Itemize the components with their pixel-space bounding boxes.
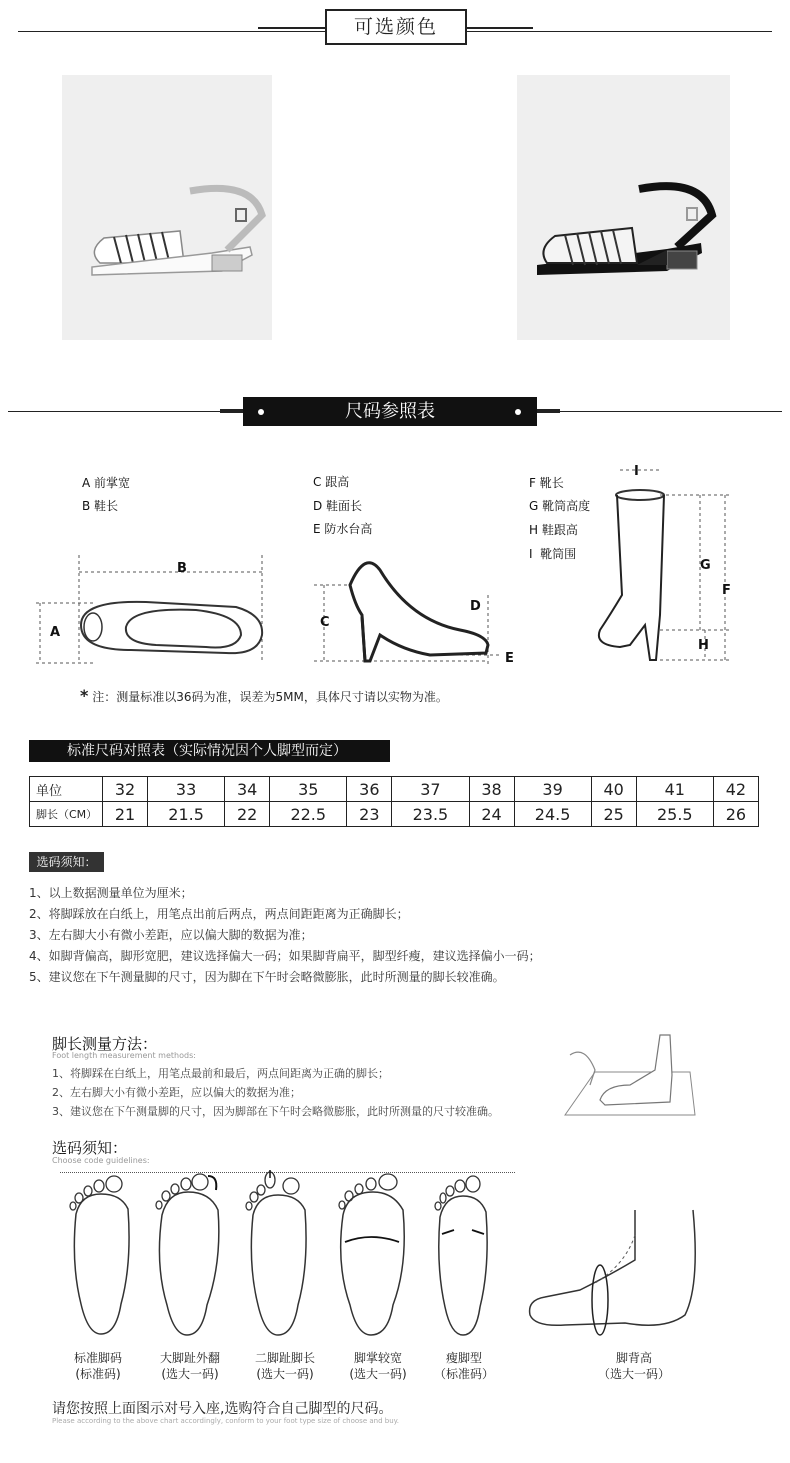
size-cell: 33 bbox=[148, 777, 225, 802]
label-b-shoe-length: B 鞋长 bbox=[82, 499, 119, 513]
foot-type-label bbox=[140, 1350, 240, 1382]
length-cell: 22.5 bbox=[270, 802, 347, 827]
length-cell: 25 bbox=[591, 802, 636, 827]
foot-type-advice: （标准码） bbox=[433, 1367, 494, 1381]
foot-bunion-icon bbox=[150, 1170, 230, 1340]
label-e-platform-height: E 防水台高 bbox=[313, 522, 373, 536]
foot-type-name: 脚掌较宽 bbox=[353, 1351, 402, 1365]
guide-item: 2、将脚踩放在白纸上，用笔点出前后两点，两点间距距离为正确脚长； bbox=[29, 907, 409, 921]
label-d-upper-length: D 鞋面长 bbox=[313, 499, 363, 513]
length-cell: 24 bbox=[469, 802, 514, 827]
guide-item: 1、以上数据测量单位为厘米； bbox=[29, 886, 193, 900]
size-cell: 42 bbox=[713, 777, 758, 802]
dim-letter-h: H bbox=[698, 638, 709, 653]
label-c-heel-height: C 跟高 bbox=[313, 475, 350, 489]
length-cell: 24.5 bbox=[514, 802, 591, 827]
foot-type-name: 脚背高 bbox=[615, 1351, 652, 1365]
dim-letter-i: I bbox=[634, 464, 639, 479]
foot-second-toe-icon bbox=[243, 1170, 313, 1340]
label-a-forefoot-width: A 前掌宽 bbox=[82, 476, 131, 490]
foot-type-label bbox=[328, 1350, 428, 1382]
measurement-note bbox=[80, 686, 448, 705]
colors-divider-left bbox=[18, 31, 325, 32]
dim-letter-f: F bbox=[722, 583, 731, 598]
foot-type-label bbox=[48, 1350, 148, 1382]
foot-wide-icon bbox=[333, 1170, 413, 1340]
label-i-shaft-circumference: I 靴筒围 bbox=[529, 547, 577, 561]
guide-item: 4、如脚背偏高，脚形宽肥，建议选择偏大一码；如果脚背扁平，脚型纤瘦，建议选择偏小一码； bbox=[29, 949, 541, 963]
bullet-dot-right bbox=[515, 409, 521, 415]
foot-type-name: 大脚趾外翻 bbox=[159, 1351, 220, 1365]
size-divider-right bbox=[537, 411, 782, 412]
size-row-label: 单位 bbox=[30, 777, 103, 802]
measure-item: 2、左右脚大小有微小差距，应以偏大的数据为准； bbox=[52, 1086, 301, 1099]
dim-letter-e: E bbox=[505, 651, 514, 666]
note-text: 注：测量标准以36码为准，误差为5MM，具体尺寸请以实物为准。 bbox=[92, 690, 448, 704]
dim-letter-c: C bbox=[320, 615, 330, 630]
length-cell: 21 bbox=[103, 802, 148, 827]
size-cell: 40 bbox=[591, 777, 636, 802]
size-table-title: 标准尺码对照表（实际情况因个人脚型而定） bbox=[29, 740, 390, 762]
guide-item: 5、建议您在下午测量脚的尺寸，因为脚在下午时会略微膨胀，此时所测量的脚长较准确。 bbox=[29, 970, 505, 984]
foot-on-paper-illustration bbox=[560, 1030, 700, 1120]
product-photo-black[interactable] bbox=[517, 75, 730, 340]
foot-standard-icon bbox=[66, 1174, 136, 1339]
black-sandal-illustration bbox=[517, 75, 730, 340]
foot-guide-title: 选码须知： bbox=[52, 1139, 128, 1157]
footer-subtext: Please according to the above chart accordingly, conform to your foot type size of choose and buy. bbox=[52, 1417, 400, 1425]
size-divider-left bbox=[8, 411, 243, 412]
length-cell: 26 bbox=[713, 802, 758, 827]
length-cell: 23.5 bbox=[392, 802, 469, 827]
colors-section-title: 可选颜色 bbox=[325, 9, 467, 45]
foot-type-label bbox=[584, 1350, 684, 1382]
foot-type-label bbox=[414, 1350, 514, 1382]
size-cell: 35 bbox=[270, 777, 347, 802]
label-f-boot-length: F 靴长 bbox=[529, 476, 564, 490]
boot-diagram bbox=[590, 465, 750, 665]
length-row bbox=[30, 802, 759, 827]
foot-type-advice: (选大一码) bbox=[161, 1367, 219, 1381]
length-cell: 25.5 bbox=[636, 802, 713, 827]
foot-high-instep-icon bbox=[525, 1205, 700, 1340]
guide-title: 选码须知： bbox=[29, 852, 104, 872]
footer-text: 请您按照上面图示对号入座,选购符合自己脚型的尺码。 bbox=[52, 1401, 393, 1417]
dim-letter-d: D bbox=[470, 599, 481, 614]
product-photo-white[interactable] bbox=[62, 75, 272, 340]
measure-item: 1、将脚踩在白纸上，用笔点最前和最后，两点间距离为正确的脚长； bbox=[52, 1067, 389, 1080]
foot-type-advice: (选大一码) bbox=[256, 1367, 314, 1381]
foot-type-label bbox=[235, 1350, 335, 1382]
size-table bbox=[29, 776, 759, 827]
foot-type-advice: (选大一码) bbox=[349, 1367, 407, 1381]
size-cell: 34 bbox=[225, 777, 270, 802]
dim-letter-g: G bbox=[700, 558, 711, 573]
bullet-dot-left bbox=[258, 409, 264, 415]
white-sandal-illustration bbox=[62, 75, 272, 340]
dim-letter-b: B bbox=[177, 561, 187, 576]
size-cell: 39 bbox=[514, 777, 591, 802]
foot-type-name: 二脚趾脚长 bbox=[254, 1351, 315, 1365]
size-cell: 38 bbox=[469, 777, 514, 802]
foot-type-advice: (标准码) bbox=[75, 1367, 121, 1381]
foot-type-advice: （选大一码） bbox=[597, 1367, 670, 1381]
foot-slim-icon bbox=[428, 1172, 498, 1340]
length-row-label: 脚长（CM） bbox=[30, 802, 103, 827]
length-cell: 22 bbox=[225, 802, 270, 827]
guide-item: 3、左右脚大小有微小差距，应以偏大脚的数据为准； bbox=[29, 928, 313, 942]
dim-letter-a: A bbox=[50, 625, 61, 640]
length-cell: 23 bbox=[347, 802, 392, 827]
measure-item: 3、建议您在下午测量脚的尺寸，因为脚部在下午时会略微膨胀，此时所测量的尺寸较准确。 bbox=[52, 1105, 499, 1118]
label-g-shaft-height: G 靴筒高度 bbox=[529, 499, 591, 513]
high-heel-diagram bbox=[310, 545, 520, 670]
measure-subtitle: Foot length measurement methods: bbox=[52, 1051, 196, 1060]
note-asterisk: * bbox=[80, 686, 89, 705]
size-cell: 41 bbox=[636, 777, 713, 802]
size-row bbox=[30, 777, 759, 802]
foot-guide-subtitle: Choose code guidelines: bbox=[52, 1156, 150, 1165]
flat-shoe-diagram bbox=[36, 555, 276, 670]
measure-title: 脚长测量方法： bbox=[52, 1035, 158, 1053]
length-cell: 21.5 bbox=[148, 802, 225, 827]
size-cell: 37 bbox=[392, 777, 469, 802]
foot-type-name: 标准脚码 bbox=[73, 1351, 122, 1365]
foot-type-name: 瘦脚型 bbox=[445, 1351, 482, 1365]
colors-divider-right bbox=[467, 31, 772, 32]
label-h-heel-height: H 鞋跟高 bbox=[529, 523, 578, 537]
size-cell: 32 bbox=[103, 777, 148, 802]
size-cell: 36 bbox=[347, 777, 392, 802]
size-section-title: 尺码参照表 bbox=[243, 397, 537, 426]
